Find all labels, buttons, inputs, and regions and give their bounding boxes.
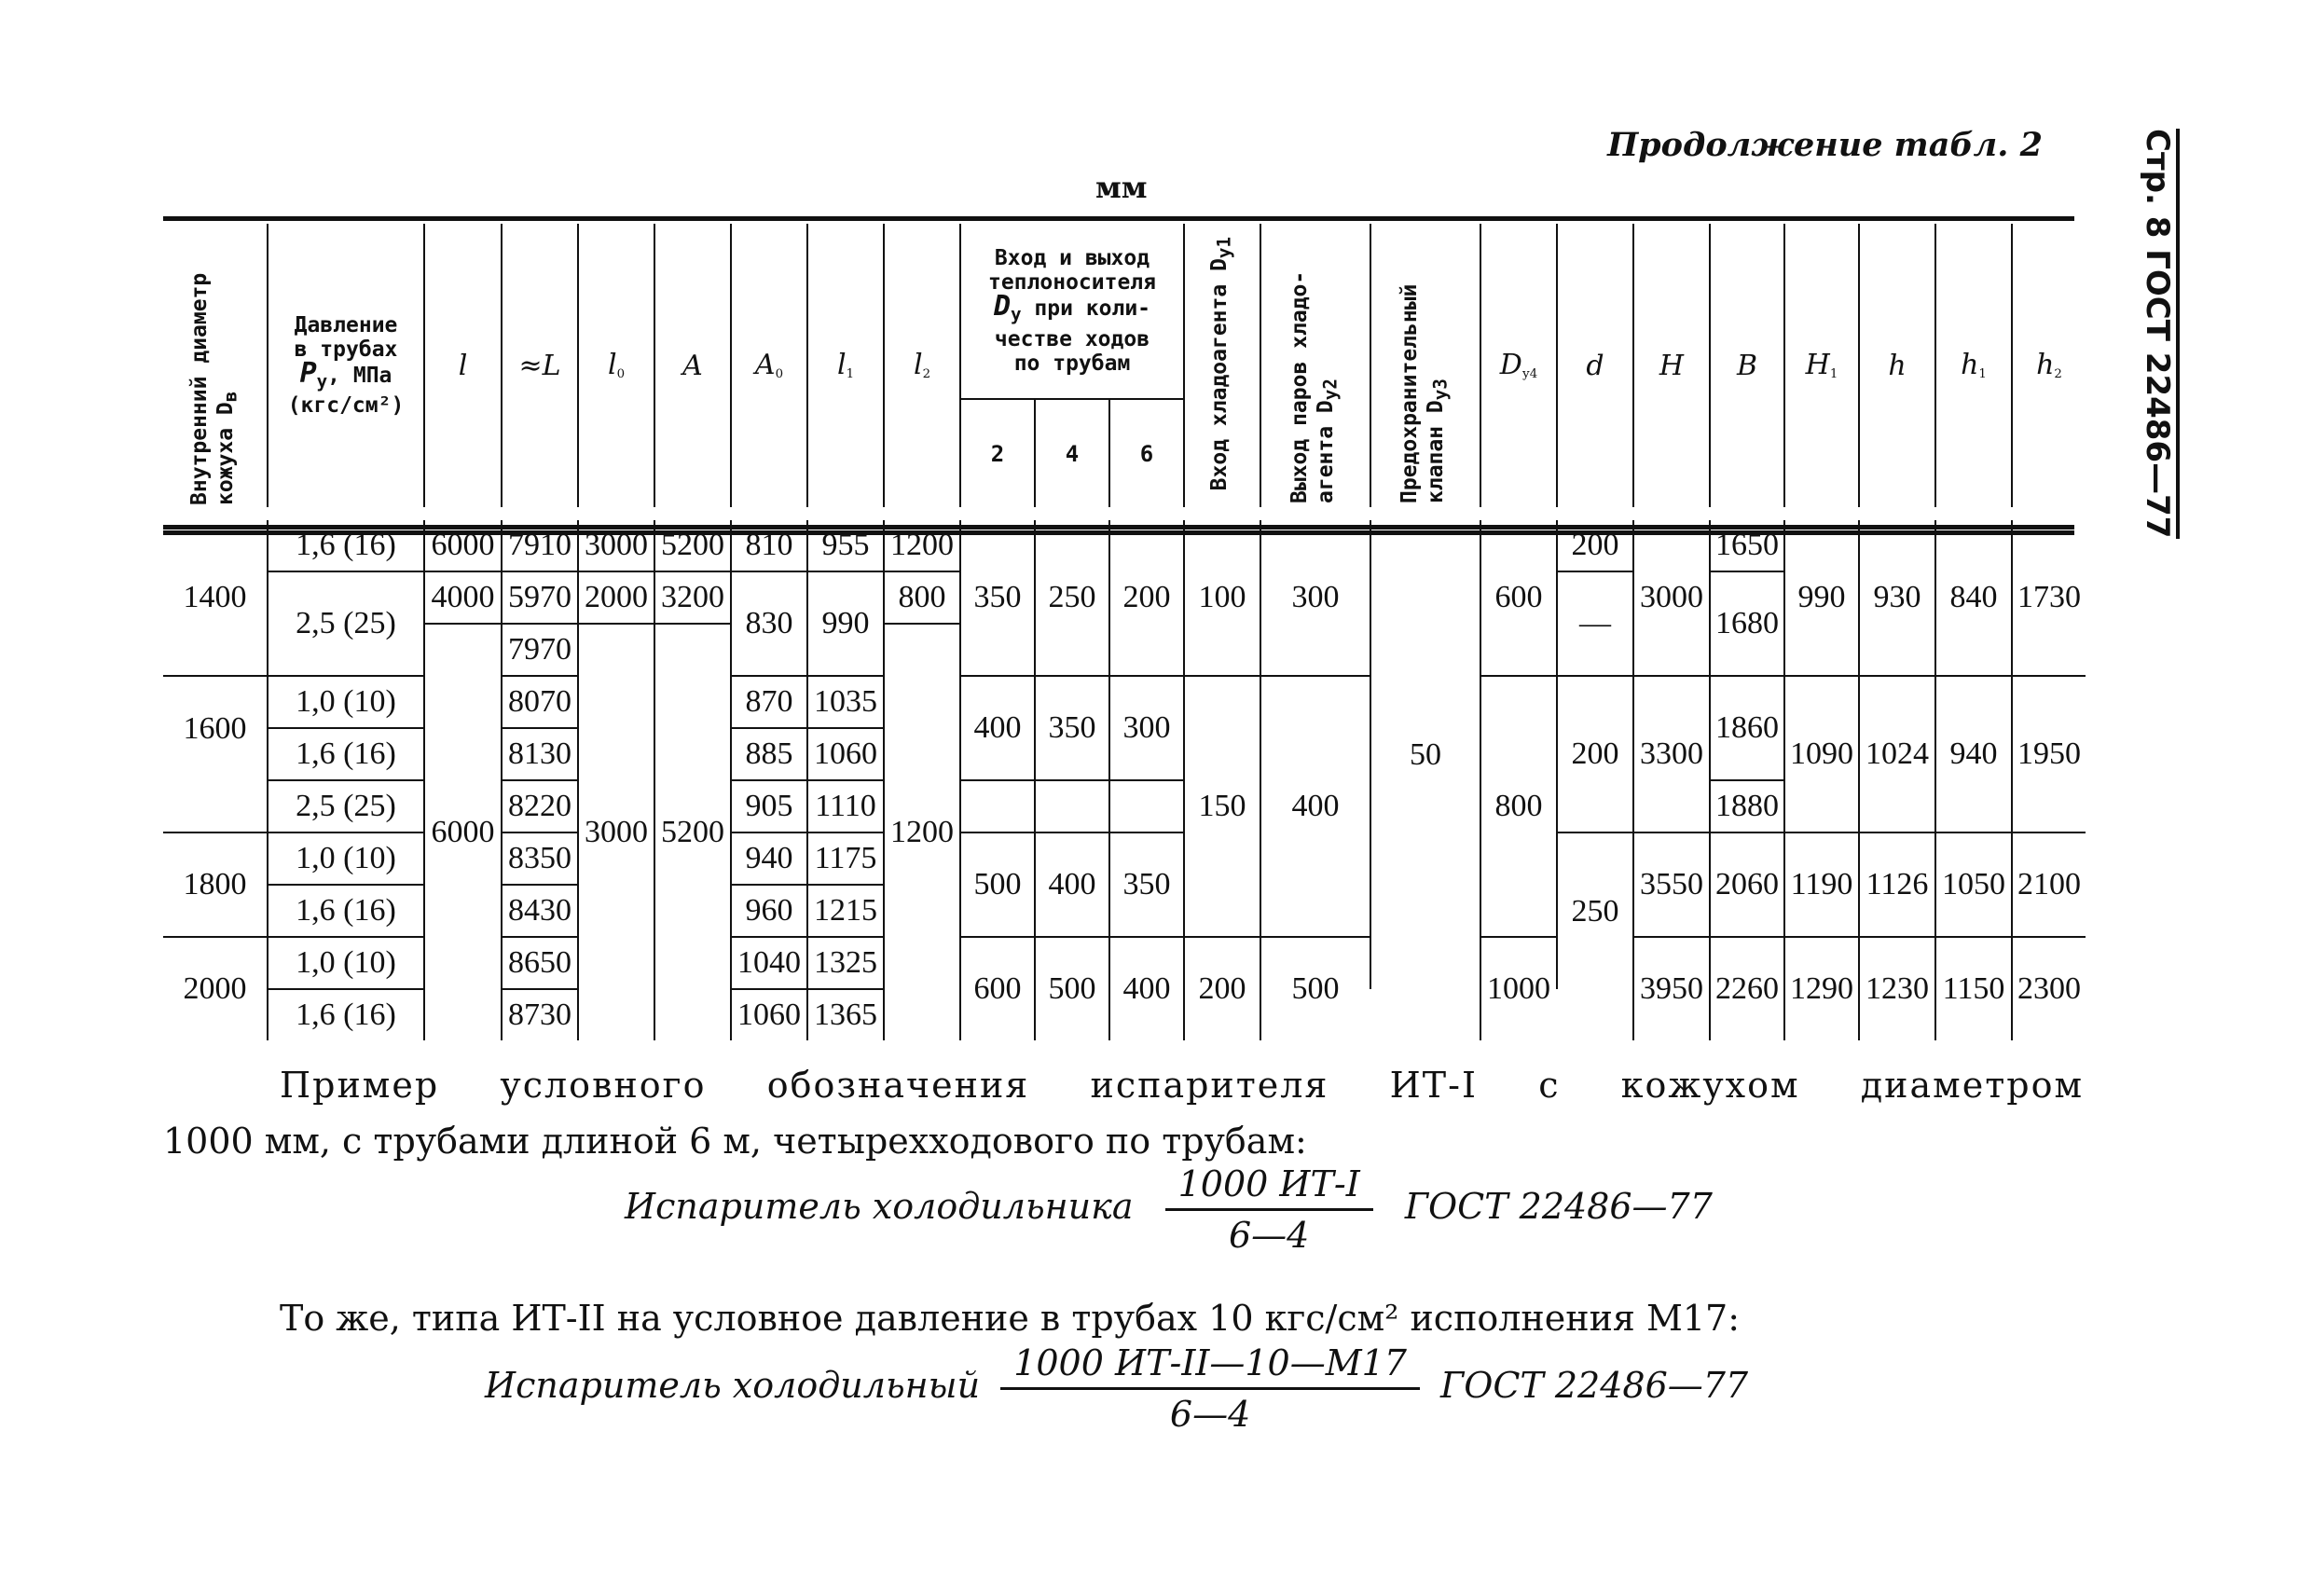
cell-h1: 840 [1935, 520, 2012, 676]
formula-1-denominator: 6—4 [1228, 1215, 1310, 1256]
header-A: A [654, 224, 731, 507]
cell-pressure: 2,5 (25) [268, 571, 424, 676]
cell-Dy3: 50 [1370, 520, 1480, 989]
example-paragraph-2: То же, типа ИТ-II на условное давление в трубах 10 кгс/см² исполнения М17: [280, 1298, 1741, 1339]
cell-B: 1680 [1710, 571, 1784, 676]
cell-B: 1860 [1710, 676, 1784, 780]
cell-pressure: 1,0 (10) [268, 832, 424, 885]
cell-L: 7970 [502, 624, 578, 676]
table-header [163, 224, 2086, 520]
cell-diameter: 1600 [163, 676, 268, 780]
cell-H: 3950 [1633, 937, 1710, 1040]
example-paragraph-line2: 1000 мм, с трубами длиной 6 м, четырехходового по трубам: [163, 1121, 1307, 1162]
cell-h: 1126 [1859, 832, 1935, 937]
cell-L: 8650 [502, 937, 578, 989]
header-A0: $A_0$ [731, 224, 807, 507]
formula-1-standard: ГОСТ 22486—77 [1404, 1186, 1713, 1227]
cell-l1: 1110 [807, 780, 884, 832]
cell-passes-6: 350 [1109, 832, 1184, 937]
side-page-label: Стр. 8 ГОСТ 22486—77 [2137, 129, 2180, 539]
cell-l0: 3000 [578, 624, 654, 1040]
header-passes-4: 4 [1035, 399, 1109, 507]
header-refrigerant-inlet: Вход хладоагента $D_{у1}$ [1184, 224, 1260, 507]
cell-H: 3300 [1633, 676, 1710, 832]
cell-A: 3200 [654, 571, 731, 624]
cell-pressure: 1,6 (16) [268, 989, 424, 1040]
cell-l1: 1365 [807, 989, 884, 1040]
cell-l1: 1215 [807, 885, 884, 937]
cell-H: 3000 [1633, 520, 1710, 676]
unit-label: мм [1095, 170, 1148, 205]
cell-passes-4: 250 [1035, 520, 1109, 676]
header-safety-valve: Предохранительный клапан $D_{у3}$ [1370, 224, 1480, 507]
cell-l1: 1325 [807, 937, 884, 989]
cell-L: 8350 [502, 832, 578, 885]
header-B: B [1710, 224, 1784, 507]
cell-passes-6: 400 [1109, 937, 1184, 1040]
cell-A0: 1040 [731, 937, 807, 989]
table-body [163, 520, 2086, 1040]
cell-d: — [1557, 571, 1633, 676]
cell-passes-2: 400 [960, 676, 1035, 780]
cell-l: 6000 [424, 520, 502, 571]
header-d: d [1557, 224, 1633, 507]
designation-formula-2 [485, 1342, 1748, 1435]
cell-diameter: 1800 [163, 832, 268, 937]
header-pressure: Давление в трубах $P_у$, МПа (кгс/см²) [268, 224, 424, 507]
cell-H1: 1090 [1784, 676, 1859, 832]
cell-passes-2: 350 [960, 520, 1035, 676]
cell-l1: 955 [807, 520, 884, 571]
header-refrigerant-vapor-outlet: Выход паров хладо-агента $D_{у2}$ [1260, 224, 1370, 507]
cell-L: 8220 [502, 780, 578, 832]
cell-Dy2: 500 [1260, 937, 1370, 1040]
cell-L: 8430 [502, 885, 578, 937]
cell-d: 200 [1557, 676, 1633, 832]
cell-l0: 2000 [578, 571, 654, 624]
cell-A: 5200 [654, 624, 731, 1040]
cell-h1: 940 [1935, 676, 2012, 832]
cell-A0: 870 [731, 676, 807, 728]
cell-A0: 940 [731, 832, 807, 885]
continuation-label: Продолжение табл. 2 [1607, 126, 2043, 164]
cell-passes-4-empty [1035, 780, 1109, 832]
table-top-rule [163, 216, 2074, 221]
cell-diameter-empty [163, 780, 268, 832]
cell-Dy2: 300 [1260, 520, 1370, 676]
cell-passes-4: 500 [1035, 937, 1109, 1040]
cell-h1: 1050 [1935, 832, 2012, 937]
cell-A0: 885 [731, 728, 807, 780]
header-l2: $l_2$ [884, 224, 960, 507]
header-H: H [1633, 224, 1710, 507]
cell-l2: 1200 [884, 624, 960, 1040]
cell-l: 4000 [424, 571, 502, 624]
cell-passes-2: 500 [960, 832, 1035, 937]
spec-table [163, 224, 2086, 1040]
cell-diameter: 2000 [163, 937, 268, 1040]
cell-passes-2: 600 [960, 937, 1035, 1040]
header-l0: $l_0$ [578, 224, 654, 507]
cell-passes-6: 300 [1109, 676, 1184, 780]
cell-H1: 1190 [1784, 832, 1859, 937]
cell-diameter: 1400 [183, 580, 247, 614]
cell-L: 8070 [502, 676, 578, 728]
cell-L: 8130 [502, 728, 578, 780]
header-L: ≈L [502, 224, 578, 507]
cell-B: 2060 [1710, 832, 1784, 937]
cell-d: 200 [1557, 520, 1633, 571]
cell-l1: 990 [807, 571, 884, 676]
cell-h2: 1950 [2012, 676, 2086, 832]
cell-pressure: 1,6 (16) [268, 885, 424, 937]
cell-l2: 800 [884, 571, 960, 624]
cell-passes-6: 200 [1109, 520, 1184, 676]
cell-l1: 1060 [807, 728, 884, 780]
header-l1: $l_1$ [807, 224, 884, 507]
header-diameter: Внутренний диаметр кожуха $D_в$ [186, 272, 241, 505]
formula-1-fraction [1165, 1163, 1373, 1256]
cell-Dy1: 150 [1184, 676, 1260, 937]
header-passes-6: 6 [1109, 399, 1184, 507]
cell-pressure: 1,6 (16) [268, 520, 424, 571]
cell-pressure: 1,0 (10) [268, 937, 424, 989]
cell-l1: 1175 [807, 832, 884, 885]
cell-A0: 810 [731, 520, 807, 571]
cell-B: 2260 [1710, 937, 1784, 1040]
formula-2-standard: ГОСТ 22486—77 [1440, 1365, 1749, 1406]
cell-l2: 1200 [884, 520, 960, 571]
cell-Dy4: 600 [1480, 520, 1557, 676]
cell-h2: 2100 [2012, 832, 2086, 937]
cell-pressure: 1,0 (10) [268, 676, 424, 728]
example-paragraph-line1: Пример условного обозначения испарителя ИТ-I с кожухом диаметром [280, 1065, 2084, 1106]
header-h: h [1859, 224, 1935, 507]
cell-Dy1: 200 [1184, 937, 1260, 1040]
formula-2-numerator: 1000 ИТ-II—10—М17 [1000, 1342, 1420, 1390]
header-coolant: Вход и выход теплоносителя $D_у$ при коли- честве ходов по трубам [960, 224, 1184, 399]
cell-H1: 990 [1784, 520, 1859, 676]
header-H1: $H_1$ [1784, 224, 1859, 507]
cell-h: 930 [1859, 520, 1935, 676]
formula-1-numerator: 1000 ИТ-I [1165, 1163, 1373, 1211]
cell-h: 1024 [1859, 676, 1935, 832]
formula-2-label: Испаритель холодильный [485, 1365, 981, 1406]
header-h2: $h_2$ [2012, 224, 2086, 507]
cell-Dy4: 800 [1480, 676, 1557, 937]
cell-L: 5970 [502, 571, 578, 624]
cell-Dy2: 400 [1260, 676, 1370, 937]
cell-passes-6-empty [1109, 780, 1184, 832]
cell-Dy1: 100 [1184, 520, 1260, 676]
cell-h2: 2300 [2012, 937, 2086, 1040]
cell-A0: 960 [731, 885, 807, 937]
cell-B: 1650 [1710, 520, 1784, 571]
table-row [163, 520, 2086, 571]
cell-passes-4: 350 [1035, 676, 1109, 780]
header-passes-2: 2 [960, 399, 1035, 507]
cell-l0: 3000 [578, 520, 654, 571]
cell-L: 7910 [502, 520, 578, 571]
cell-h: 1230 [1859, 937, 1935, 1040]
cell-H: 3550 [1633, 832, 1710, 937]
cell-pressure: 2,5 (25) [268, 780, 424, 832]
cell-A: 5200 [654, 520, 731, 571]
header-l: l [424, 224, 502, 507]
cell-l1: 1035 [807, 676, 884, 728]
cell-passes-4: 400 [1035, 832, 1109, 937]
header-Dy4: $D_{у4}$ [1480, 224, 1557, 507]
cell-passes-2-empty [960, 780, 1035, 832]
formula-2-denominator: 6—4 [1169, 1394, 1251, 1435]
cell-h1: 1150 [1935, 937, 2012, 1040]
cell-A0: 830 [731, 571, 807, 676]
header-h1: $h_1$ [1935, 224, 2012, 507]
cell-d: 250 [1557, 832, 1633, 989]
cell-Dy4: 1000 [1480, 937, 1557, 1040]
formula-2-fraction [1000, 1342, 1420, 1435]
cell-A0: 905 [731, 780, 807, 832]
cell-pressure: 1,6 (16) [268, 728, 424, 780]
cell-h2: 1730 [2012, 520, 2086, 676]
cell-B: 1880 [1710, 780, 1784, 832]
cell-l: 6000 [424, 624, 502, 1040]
cell-L: 8730 [502, 989, 578, 1040]
cell-H1: 1290 [1784, 937, 1859, 1040]
formula-1-label: Испаритель холодильника [625, 1186, 1134, 1227]
designation-formula-1 [625, 1163, 1713, 1256]
cell-A0: 1060 [731, 989, 807, 1040]
